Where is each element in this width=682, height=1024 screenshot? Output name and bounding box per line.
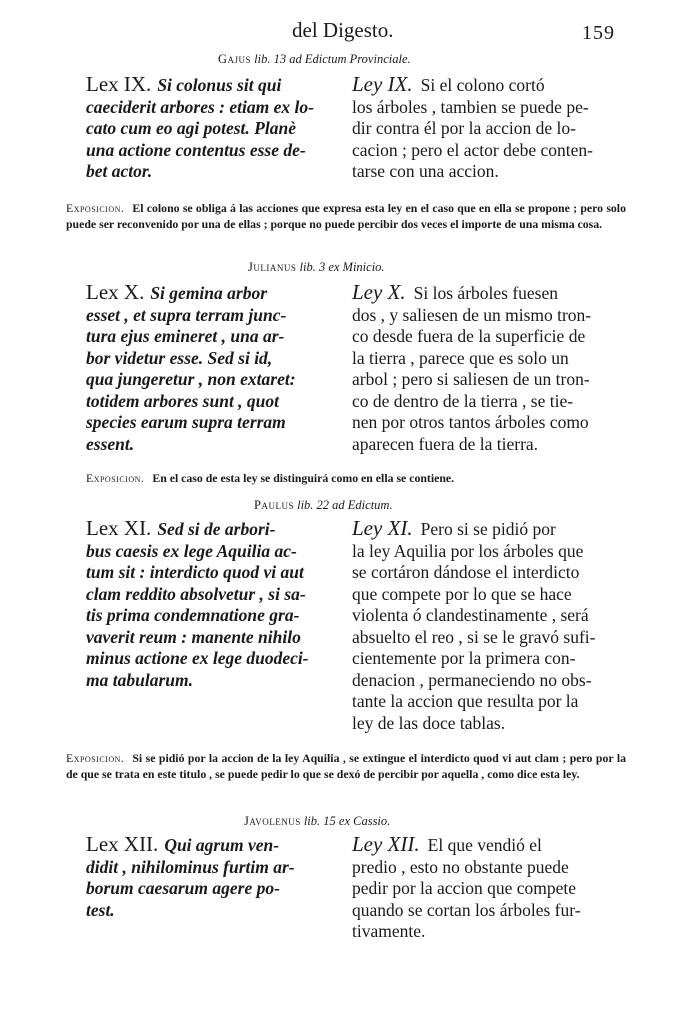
exposicion-text: En el caso de esta ley se distinguirá como en ella se contiene. — [152, 471, 455, 485]
latin-line: tum sit : interdicto quod vi aut — [86, 562, 304, 582]
attribution-author: Javolenus — [244, 814, 301, 828]
ley-heading: Ley IX. — [352, 72, 413, 96]
spanish-line: los árboles , tambien se puede pe- — [352, 96, 589, 117]
attribution-source: lib. 22 ad Edictum. — [297, 498, 393, 512]
latin-line: ma tabularum. — [86, 669, 193, 690]
spanish-line: Si el colono cortó — [420, 75, 545, 95]
spanish-line: cientemente por la primera con- — [352, 648, 576, 668]
latin-text-lex-12 — [86, 834, 332, 921]
lex-heading: Lex XII. — [86, 832, 159, 856]
spanish-line: aparecen fuera de la tierra. — [352, 433, 539, 454]
latin-line: Sed si de arbori- — [157, 519, 276, 539]
latin-line: una actione contentus esse de- — [86, 139, 306, 160]
exposicion-text: El colono se obliga á las acciones que expresa esta ley en el caso que en ella se propone ; pero solo puede ser reconvenido por una de ellas ; porque no puede percibir dos veces el importe de una misma cosa. — [66, 201, 626, 231]
latin-line: essent. — [86, 433, 135, 454]
spanish-line: denacion , permaneciendo no obs- — [352, 669, 592, 690]
lex-heading: Lex IX. — [86, 72, 152, 96]
spanish-line: El que vendió el — [427, 835, 542, 855]
latin-line: test. — [86, 899, 115, 920]
latin-line: Si gemina arbor — [150, 283, 268, 303]
page-title: del Digesto. — [292, 18, 394, 42]
spanish-line: tante la accion que resulta por la — [352, 691, 579, 711]
latin-line: Si colonus sit qui — [157, 75, 282, 95]
spanish-line: predio , esto no obstante puede — [352, 856, 569, 877]
lex-heading: Lex X. — [86, 280, 145, 304]
running-header — [0, 18, 682, 46]
attribution-author: Paulus — [254, 498, 294, 512]
latin-line: bor videtur esse. Sed si id, — [86, 347, 273, 368]
latin-text-lex-9 — [86, 74, 332, 183]
attribution-author: Julianus — [248, 260, 297, 274]
latin-line: species earum supra terram — [86, 412, 286, 432]
spanish-line: tarse con una accion. — [352, 161, 499, 181]
exposicion-lex-10 — [86, 470, 646, 486]
latin-line: bus caesis ex lege Aquilia ac- — [86, 540, 297, 561]
latin-line: didit , nihilominus furtim ar- — [86, 856, 295, 877]
spanish-text-ley-10 — [352, 282, 616, 455]
latin-line: borum caesarum agere po- — [86, 878, 280, 898]
spanish-line: la tierra , parece que es solo un — [352, 347, 569, 368]
latin-line: bet actor. — [86, 161, 153, 181]
spanish-line: Si los árboles fuesen — [413, 283, 559, 303]
spanish-line: co desde fuera de la superficie de — [352, 326, 586, 346]
attribution-lex-11 — [254, 498, 393, 513]
exposicion-label: Exposicion. — [66, 201, 125, 215]
spanish-line: absuelto el reo , si se le gravó sufi- — [352, 626, 596, 647]
page-number: 159 — [582, 22, 615, 44]
spanish-line: se cortáron dándose el interdicto — [352, 562, 580, 582]
lex-heading: Lex XI. — [86, 516, 152, 540]
attribution-source: lib. 3 ex Minicio. — [299, 260, 385, 274]
latin-line: Qui agrum ven- — [164, 835, 280, 855]
spanish-line: que compete por lo que se hace — [352, 583, 572, 604]
spanish-text-ley-11 — [352, 518, 616, 734]
attribution-lex-10 — [248, 260, 385, 275]
exposicion-lex-9 — [66, 200, 626, 232]
spanish-line: quando se cortan los árboles fur- — [352, 899, 581, 920]
exposicion-label: Exposicion. — [66, 751, 125, 765]
ley-heading: Ley X. — [352, 280, 406, 304]
spanish-line: cacion ; pero el actor debe conten- — [352, 139, 593, 160]
latin-line: minus actione ex lege duodeci- — [86, 648, 309, 668]
attribution-lex-9 — [218, 52, 411, 67]
ley-heading: Ley XII. — [352, 832, 420, 856]
exposicion-text: Si se pidió por la accion de la ley Aquilia , se extingue el interdicto quod vi aut clam ; pero por la de que se trata en este titulo , se puede pedir lo que se dexó de percibir por aquella , como dice esta ley. — [66, 751, 626, 781]
spanish-line: co de dentro de la tierra , se tie- — [352, 390, 574, 411]
latin-text-lex-11 — [86, 518, 332, 691]
spanish-line: violenta ó clandestinamente , será — [352, 605, 589, 625]
latin-line: totidem arbores sunt , quot — [86, 390, 280, 411]
latin-line: qua jungeretur , non extaret: — [86, 369, 296, 389]
latin-line: esset , et supra terram junc- — [86, 304, 287, 325]
spanish-line: pedir por la accion que compete — [352, 878, 576, 898]
spanish-line: ley de las doce tablas. — [352, 712, 506, 733]
latin-line: cato cum eo agi potest. Planè — [86, 118, 296, 138]
spanish-text-ley-12 — [352, 834, 616, 943]
ley-heading: Ley XI. — [352, 516, 413, 540]
spanish-line: la ley Aquilia por los árboles que — [352, 540, 584, 561]
attribution-lex-12 — [244, 814, 390, 829]
exposicion-label: Exposicion. — [86, 471, 145, 485]
spanish-line: Pero si se pidió por — [420, 519, 556, 539]
spanish-line: dir contra él por la accion de lo- — [352, 118, 576, 138]
latin-line: vaverit reum : manente nihilo — [86, 626, 301, 647]
latin-line: tis prima condemnatione gra- — [86, 605, 300, 625]
exposicion-lex-11 — [66, 750, 626, 782]
latin-line: tura ejus emineret , una ar- — [86, 326, 285, 346]
attribution-source: lib. 13 ad Edictum Provinciale. — [254, 52, 411, 66]
spanish-line: tivamente. — [352, 921, 426, 941]
attribution-source: lib. 15 ex Cassio. — [303, 814, 391, 828]
latin-text-lex-10 — [86, 282, 332, 455]
spanish-line: arbol ; pero si saliesen de un tron- — [352, 369, 590, 389]
spanish-line: nen por otros tantos árboles como — [352, 412, 589, 432]
spanish-text-ley-9 — [352, 74, 616, 183]
latin-line: caeciderit arbores : etiam ex lo- — [86, 96, 314, 117]
latin-line: clam reddito absolvetur , si sa- — [86, 583, 306, 604]
attribution-author: Gajus — [218, 52, 252, 66]
spanish-line: dos , y saliesen de un mismo tron- — [352, 304, 592, 325]
